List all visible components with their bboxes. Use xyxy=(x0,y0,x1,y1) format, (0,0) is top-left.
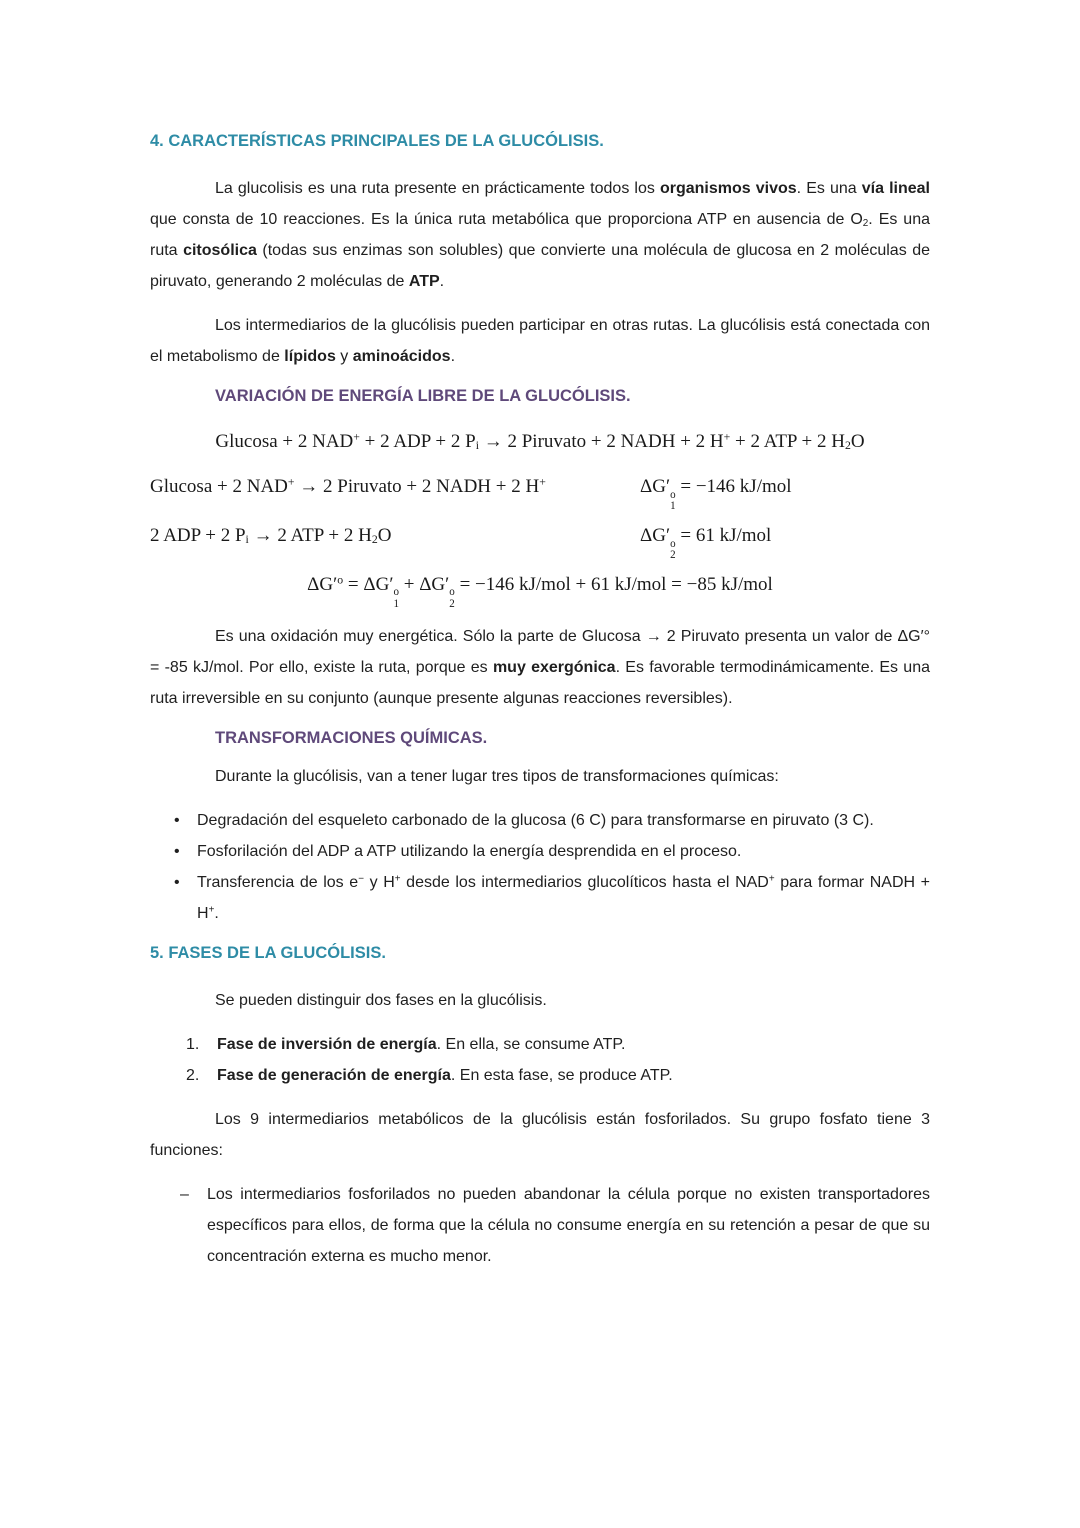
equation-lhs: 2 ADP + 2 $P_i \to 2$ ATP + 2 $H_2O$ xyxy=(150,524,392,546)
section-heading: 5. FASES DE LA GLUCÓLISIS. xyxy=(150,943,386,962)
list-item-text: Degradación del esqueleto carbonado de la glucosa (6 C) para transformarse en piruvato (3 C). xyxy=(197,811,874,829)
equation-lhs: Glucosa + 2 NAD+ → 2 Piruvato + 2 NADH + 2 H+ xyxy=(150,475,546,497)
paragraph: La glucolisis es una ruta presente en prácticamente todos los organismos vivos. Es una vía lineal que consta de 10 reacciones. Es la única ruta metabólica que proporciona ATP en ausencia de $O_2$. Es una ruta citosólica (todas sus enzimas son solubles) que convierte una molécula de glucosa en 2 moléculas de piruvato, generando 2 moléculas de ATP. xyxy=(150,180,931,290)
numbered-marker: 1. xyxy=(186,1035,200,1053)
paragraph: Durante la glucólisis, van a tener lugar tres tipos de transformaciones químicas: xyxy=(215,767,779,785)
section-heading: 4. CARACTERÍSTICAS PRINCIPALES DE LA GLUCÓLISIS. xyxy=(150,132,604,150)
list-item xyxy=(150,1179,930,1272)
list-item-text: Fase de inversión de energía. En ella, se consume ATP. xyxy=(217,1035,626,1053)
list-item-text: Fosforilación del ADP a ATP utilizando la energía desprendida en el proceso. xyxy=(197,842,742,860)
stacked-script: o 2 xyxy=(449,586,455,610)
equation-delta-g: ΔG′ o 1 = −146 kJ/mol xyxy=(640,476,792,513)
list-item xyxy=(150,805,930,836)
document-content xyxy=(150,130,930,1285)
paragraph: Se pueden distinguir dos fases en la glucólisis. xyxy=(215,991,547,1009)
list-item-text: Los intermediarios fosforilados no pueden abandonar la célula porque no existen transportadores específicos para ellos, de forma que la célula no consume energía en su retención a pesar de que su concentración externa es mucho menor. xyxy=(207,1185,930,1265)
equation-line: $\Delta G'^o = \Delta G'$ o 1 + ΔG′ o 2 = −146 kJ/mol + 61 kJ/mol = −85 kJ/mol xyxy=(307,573,773,610)
stacked-script: o 2 xyxy=(670,537,676,562)
paragraph: Los 9 intermediarios metabólicos de la glucólisis están fosforilados. Su grupo fosfato tiene 3 funciones: xyxy=(150,1110,930,1159)
bullet-marker: • xyxy=(174,873,180,891)
equation-line xyxy=(150,513,930,562)
equation-delta-g: ΔG′ o 2 = 61 kJ/mol xyxy=(640,524,772,562)
bullet-list xyxy=(150,805,930,929)
list-item xyxy=(150,1060,930,1091)
list-item xyxy=(150,1029,930,1060)
bullet-marker: • xyxy=(174,842,180,860)
sub-heading: VARIACIÓN DE ENERGÍA LIBRE DE LA GLUCÓLISIS. xyxy=(215,387,631,405)
numbered-marker: 2. xyxy=(186,1066,200,1084)
dash-marker: – xyxy=(180,1185,189,1203)
list-item xyxy=(150,836,930,867)
paragraph: Los intermediarios de la glucólisis pueden participar en otras rutas. La glucólisis está conectada con el metabolismo de lípidos y aminoácidos. xyxy=(150,317,930,365)
list-item-text: Transferencia de los e− y H+ desde los intermediarios glucolíticos hasta el NAD+ para formar NADH + H+. xyxy=(197,873,931,922)
equation-line: Glucosa + 2 NAD+ + 2 ADP + 2 $P_i \to 2$ Piruvato + 2 NADH + 2 H+ + 2 ATP + 2 $H_2O$ xyxy=(215,430,865,453)
dash-list xyxy=(150,1179,930,1272)
sub-heading: TRANSFORMACIONES QUÍMICAS. xyxy=(215,728,488,747)
list-item-text: Fase de generación de energía. En esta fase, se produce ATP. xyxy=(217,1066,673,1084)
paragraph: Es una oxidación muy energética. Sólo la parte de Glucosa → 2 Piruvato presenta un valor de ΔG′° = -85 kJ/mol. Por ello, existe la ruta, porque es muy exergónica. Es favorable termodinámicamente. Es una ruta irreversible en su conjunto (aunque presente algunas reacciones reversibles). xyxy=(150,627,931,707)
list-item xyxy=(150,867,930,929)
equation-line xyxy=(150,464,930,513)
stacked-script: o 1 xyxy=(393,586,399,610)
bullet-marker: • xyxy=(174,811,180,829)
stacked-script: o 1 xyxy=(670,488,676,513)
numbered-list xyxy=(150,1029,930,1091)
